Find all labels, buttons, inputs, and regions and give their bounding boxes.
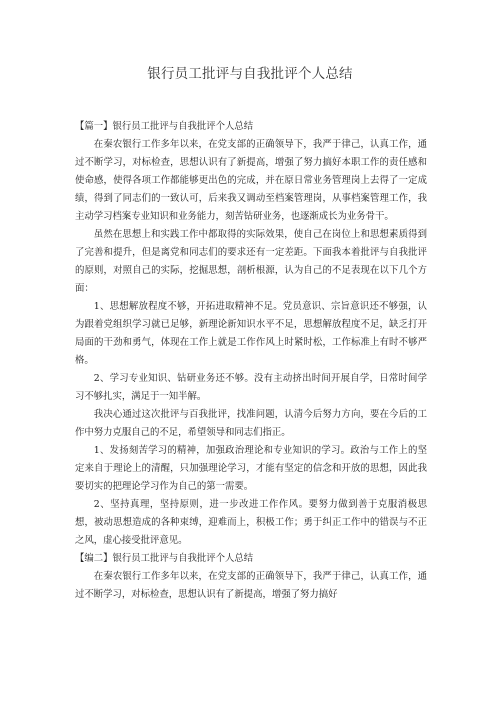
document-body xyxy=(75,118,427,604)
paragraph: 2、坚持真理，坚持原则，进一步改进工作作风。要努力做到善于克服消极思想，被动思想造成的各种束缚，迎难而上，积极工作；勇于纠正工作中的错误与不正之风，虚心接受批评意见。 xyxy=(75,499,427,546)
section-heading: 【篇一】银行员工批评与自我批评个人总结 xyxy=(75,121,254,132)
paragraph: 在秦农银行工作多年以来，在党支部的正确领导下，我严于律己，认真工作，通过不断学习，对标检查，思想认识有了新提高，增强了努力搞好本职工作的责任感和使命感，使得各项工作都能够更出色的完成，并在原日常业务管理岗上去得了一定成绩，得到了同志们的一致认可，后来我又调动至档案管理岗，从事档案管理工作，我主动学习档案专业知识和业务能力，刻苦钻研业务，也逐渐成长为业务骨干。 xyxy=(75,139,427,222)
paragraph: 虽然在思想上和实践工作中都取得的实际效果，使自己在岗位上和思想素质得到了完善和提升，但是离党和同志们的要求还有一定差距。下面我本着批评与自我批评的原则，对照自己的实际，挖掘思想，剖析根源，认为自己的不足表现在以下几个方面： xyxy=(75,229,427,294)
section-2 xyxy=(75,550,427,604)
section-heading: 【编二】银行员工批评与自我批评个人总结 xyxy=(75,553,254,564)
document-title: 银行员工批评与自我批评个人总结 xyxy=(147,66,353,82)
paragraph: 我决心通过这次批评与百我批评，找准问题，认清今后努力方向，要在今后的工作中努力克服自己的不足，希望领导和同志们指正。 xyxy=(75,409,427,438)
section-1 xyxy=(75,118,427,550)
paragraph: 在秦农银行工作多年以来，在党支部的正确领导下，我严于律己，认真工作，通过不断学习，对标检查，思想认识有了新提高，增强了努力搞好 xyxy=(75,571,427,600)
paragraph: 1、思想解放程度不够，开拓进取精神不足。党员意识、宗旨意识还不够强，认为跟着党组织学习就已足够，新理论新知识水平不足，思想解放程度不足，缺乏打开局面的干劲和勇气，体现在工作上就是工作作风上时紧时松，工作标准上有时不够严格。 xyxy=(75,301,427,366)
paragraph: 2、学习专业知识、钻研业务还不够。没有主动挤出时间开展自学，日常时间学习不够扎实，满足于一知半解。 xyxy=(75,373,427,402)
paragraph: 1、发扬刻苦学习的精神，加强政治理论和专业知识的学习。政治与工作上的坚定来自于理论上的清醒，只加强理论学习，才能有坚定的信念和开放的思想，因此我要切实的把理论学习作为自己的第一需要。 xyxy=(75,445,427,492)
